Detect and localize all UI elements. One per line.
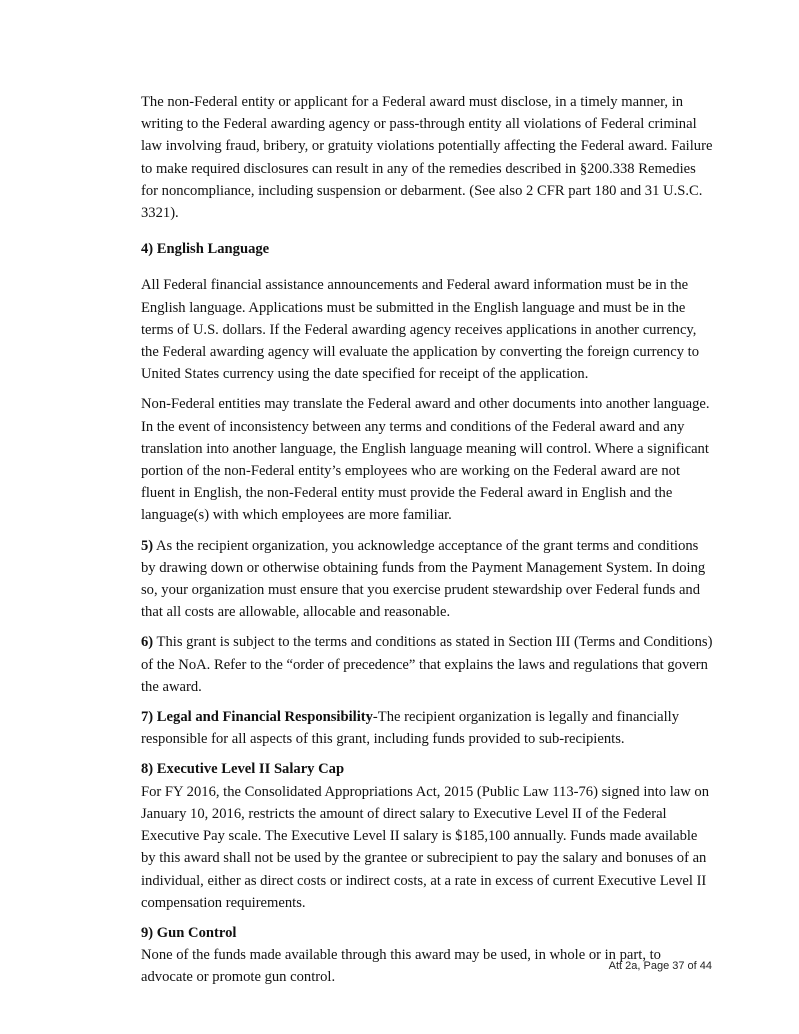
section-4-heading: 4) English Language — [141, 241, 270, 258]
disclosure-paragraph: The non-Federal entity or applicant for a Federal award must disclose, in a timely manner, in writing to the Federal awarding agency or pass-through entity all violations of Federal criminal law involving fraud, bribery, or gratuity violations potentially affecting the Federal award. Failure to make required disclosures can result in any of the remedies described in §200.338 Remedies for noncompliance, including suspension or debarment. (See also 2 CFR part 180 and 31 U.S.C. 3321). — [141, 94, 713, 222]
section-4-paragraph-2: Non-Federal entities may translate the Federal award and other documents into another language. In the event of inconsistency between any terms and conditions of the Federal award and any translation into another language, the English language meaning will control. Where a significant portion of the non-Federal entity’s employees who are working on the Federal award are not fluent in English, the non-Federal entity must provide the Federal award in English and the language(s) with which employees are more familiar. — [141, 396, 710, 524]
section-5-text: As the recipient organization, you acknowledge acceptance of the grant terms and conditions by drawing down or otherwise obtaining funds from the Payment Management System. In doing so, your organization must ensure that you exercise prudent stewardship over Federal funds and that all costs are allowable, allocable and reasonable. — [141, 537, 706, 621]
page-footer-label: Att 2a, Page 37 of 44 — [608, 960, 712, 972]
section-7-heading: 7) Legal and Financial Responsibility — [141, 709, 373, 726]
section-6-text: This grant is subject to the terms and conditions as stated in Section III (Terms and Conditions) of the NoA. Refer to the “order of precedence” that explains the laws and regulations that govern the award. — [141, 634, 713, 695]
section-7-paragraph — [141, 706, 713, 750]
section-6-paragraph — [141, 631, 713, 698]
section-6-number: 6) — [141, 634, 154, 651]
section-7-text: -The recipient organization is legally and financially responsible for all aspects of this grant, including funds provided to sub-recipients. — [141, 709, 680, 748]
section-9-heading: 9) Gun Control — [141, 924, 237, 941]
section-4-paragraph-1: All Federal financial assistance announcements and Federal award information must be in the English language. Applications must be submitted in the English language and must be in the terms of U.S. dollars. If the Federal awarding agency receives applications in another currency, the Federal awarding agency will evaluate the application by converting the foreign currency to United States currency using the date specified for receipt of the application. — [141, 277, 699, 383]
page-body — [141, 91, 713, 989]
section-9-paragraph: None of the funds made available through this award may be used, in whole or in part, to advocate or promote gun control. — [141, 947, 661, 986]
section-8-heading: 8) Executive Level II Salary Cap — [141, 761, 345, 778]
section-5-paragraph — [141, 535, 713, 624]
section-8-paragraph: For FY 2016, the Consolidated Appropriations Act, 2015 (Public Law 113-76) signed into law on January 10, 2016, restricts the amount of direct salary to Executive Level II of the Federal Executive Pay scale. The Executive Level II salary is $185,100 annually. Funds made available by this award shall not be used by the grantee or subrecipient to pay the salary and bonuses of an individual, either as direct costs or indirect costs, at a rate in excess of current Executive Level II compensation requirements. — [141, 783, 710, 911]
section-5-number: 5) — [141, 537, 154, 554]
